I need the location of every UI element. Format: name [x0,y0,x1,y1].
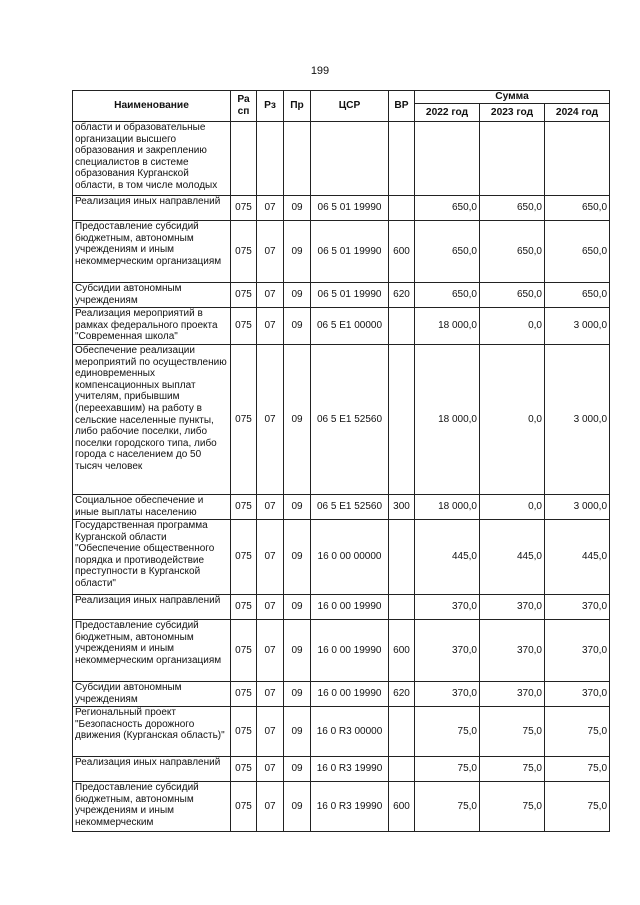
header-rasp: Ра сп [231,91,257,122]
row-rasp: 075 [231,682,257,707]
row-sum-2023: 75,0 [480,757,545,782]
row-name: области и образовательные организации высшего образования и закреплению специалистов в системе образования Курганской области, в том числе молодых [73,122,231,196]
row-rasp: 075 [231,196,257,221]
header-sum: Сумма [415,91,610,104]
row-csr: 16 0 R3 00000 [311,707,389,757]
row-rz: 07 [257,782,284,832]
row-name: Предоставление субсидий бюджетным, автономным учреждениям и иным некоммерческим [73,782,231,832]
row-rz: 07 [257,707,284,757]
row-pr: 09 [284,308,311,345]
row-csr: 06 5 01 19990 [311,283,389,308]
row-vr: 300 [389,495,415,520]
row-pr: 09 [284,520,311,595]
row-sum-2023: 75,0 [480,782,545,832]
row-rasp: 075 [231,520,257,595]
table-row [73,283,610,308]
row-name: Реализация иных направлений [73,757,231,782]
row-sum-2024: 370,0 [545,682,610,707]
row-rz: 07 [257,620,284,682]
row-name: Государственная программа Курганской области "Обеспечение общественного порядка и противодействие преступности в Курганской области" [73,520,231,595]
row-sum-2024: 370,0 [545,595,610,620]
row-rasp: 075 [231,707,257,757]
row-pr: 09 [284,757,311,782]
table-row [73,520,610,595]
row-sum-2022 [415,122,480,196]
row-sum-2022: 370,0 [415,682,480,707]
table-row [73,345,610,495]
row-sum-2023 [480,122,545,196]
row-vr [389,122,415,196]
row-sum-2024: 75,0 [545,707,610,757]
row-vr: 600 [389,782,415,832]
row-csr: 06 5 01 19990 [311,221,389,283]
row-pr: 09 [284,595,311,620]
row-csr: 16 0 R3 19990 [311,782,389,832]
header-pr: Пр [284,91,311,122]
row-vr [389,196,415,221]
row-sum-2022: 18 000,0 [415,495,480,520]
row-sum-2022: 18 000,0 [415,308,480,345]
row-csr: 06 5 E1 00000 [311,308,389,345]
row-rz: 07 [257,196,284,221]
row-rz [257,122,284,196]
row-name: Реализация иных направлений [73,595,231,620]
row-sum-2024: 3 000,0 [545,345,610,495]
header-year-2024: 2024 год [545,104,610,122]
row-sum-2023: 75,0 [480,707,545,757]
row-pr [284,122,311,196]
row-rz: 07 [257,495,284,520]
table-row [73,308,610,345]
row-rasp: 075 [231,345,257,495]
budget-table [72,90,610,832]
row-vr [389,707,415,757]
row-sum-2024: 650,0 [545,196,610,221]
table-row [73,495,610,520]
row-rasp: 075 [231,620,257,682]
header-csr: ЦСР [311,91,389,122]
row-csr [311,122,389,196]
row-rz: 07 [257,283,284,308]
table-row [73,682,610,707]
row-vr: 620 [389,283,415,308]
row-csr: 16 0 R3 19990 [311,757,389,782]
row-sum-2022: 75,0 [415,707,480,757]
row-sum-2024 [545,122,610,196]
row-sum-2022: 650,0 [415,221,480,283]
row-sum-2024: 75,0 [545,757,610,782]
row-pr: 09 [284,283,311,308]
row-sum-2023: 0,0 [480,308,545,345]
row-sum-2022: 75,0 [415,757,480,782]
row-rasp [231,122,257,196]
row-sum-2023: 370,0 [480,620,545,682]
row-sum-2024: 370,0 [545,620,610,682]
row-rasp: 075 [231,308,257,345]
row-sum-2024: 650,0 [545,283,610,308]
row-name: Предоставление субсидий бюджетным, автономным учреждениям и иным некоммерческим организациям [73,221,231,283]
row-csr: 16 0 00 19990 [311,620,389,682]
table-row [73,196,610,221]
header-year-2022: 2022 год [415,104,480,122]
page-number: 199 [310,65,330,77]
table-row [73,757,610,782]
row-sum-2022: 650,0 [415,196,480,221]
row-pr: 09 [284,495,311,520]
row-sum-2023: 0,0 [480,345,545,495]
table-header [73,91,610,122]
row-pr: 09 [284,707,311,757]
row-pr: 09 [284,196,311,221]
row-rasp: 075 [231,221,257,283]
row-name: Социальное обеспечение и иные выплаты населению [73,495,231,520]
row-sum-2023: 445,0 [480,520,545,595]
row-rasp: 075 [231,757,257,782]
row-rz: 07 [257,682,284,707]
row-pr: 09 [284,682,311,707]
row-sum-2024: 650,0 [545,221,610,283]
row-sum-2022: 370,0 [415,620,480,682]
table-row [73,620,610,682]
row-csr: 16 0 00 00000 [311,520,389,595]
table-row [73,122,610,196]
row-name: Реализация иных направлений [73,196,231,221]
row-name: Субсидии автономным учреждениям [73,682,231,707]
row-rz: 07 [257,520,284,595]
table-body [73,122,610,832]
header-vr: ВР [389,91,415,122]
row-name: Региональный проект "Безопасность дорожного движения (Курганская область)" [73,707,231,757]
row-name: Обеспечение реализации мероприятий по осуществлению единовременных компенсационных выплат учителям, прибывшим (переехавшим) на работу в сельские населенные пункты, либо рабочие поселки, либо поселки городского типа, либо города с населением до 50 тысяч человек [73,345,231,495]
header-name: Наименование [73,91,231,122]
row-name: Предоставление субсидий бюджетным, автономным учреждениям и иным некоммерческим организациям [73,620,231,682]
row-csr: 06 5 E1 52560 [311,345,389,495]
row-vr [389,757,415,782]
row-vr [389,308,415,345]
row-sum-2023: 0,0 [480,495,545,520]
row-rasp: 075 [231,283,257,308]
row-sum-2022: 75,0 [415,782,480,832]
table-row [73,221,610,283]
table-row [73,595,610,620]
row-csr: 06 5 E1 52560 [311,495,389,520]
row-csr: 16 0 00 19990 [311,682,389,707]
row-sum-2022: 370,0 [415,595,480,620]
row-rz: 07 [257,221,284,283]
row-rasp: 075 [231,495,257,520]
row-sum-2024: 75,0 [545,782,610,832]
row-pr: 09 [284,345,311,495]
row-sum-2022: 18 000,0 [415,345,480,495]
row-sum-2022: 445,0 [415,520,480,595]
row-vr: 600 [389,620,415,682]
row-rz: 07 [257,308,284,345]
row-rz: 07 [257,757,284,782]
row-sum-2022: 650,0 [415,283,480,308]
table-row [73,707,610,757]
row-name: Реализация мероприятий в рамках федерального проекта "Современная школа" [73,308,231,345]
row-csr: 06 5 01 19990 [311,196,389,221]
row-sum-2024: 3 000,0 [545,308,610,345]
row-rz: 07 [257,345,284,495]
row-rasp: 075 [231,595,257,620]
row-vr: 600 [389,221,415,283]
row-rz: 07 [257,595,284,620]
row-sum-2023: 370,0 [480,595,545,620]
row-sum-2023: 370,0 [480,682,545,707]
row-vr: 620 [389,682,415,707]
row-csr: 16 0 00 19990 [311,595,389,620]
row-pr: 09 [284,620,311,682]
row-sum-2024: 3 000,0 [545,495,610,520]
header-rz: Рз [257,91,284,122]
row-rasp: 075 [231,782,257,832]
row-vr [389,595,415,620]
row-vr [389,345,415,495]
row-sum-2024: 445,0 [545,520,610,595]
row-vr [389,520,415,595]
table-row [73,782,610,832]
row-sum-2023: 650,0 [480,221,545,283]
row-pr: 09 [284,782,311,832]
row-pr: 09 [284,221,311,283]
row-name: Субсидии автономным учреждениям [73,283,231,308]
row-sum-2023: 650,0 [480,283,545,308]
row-sum-2023: 650,0 [480,196,545,221]
header-year-2023: 2023 год [480,104,545,122]
